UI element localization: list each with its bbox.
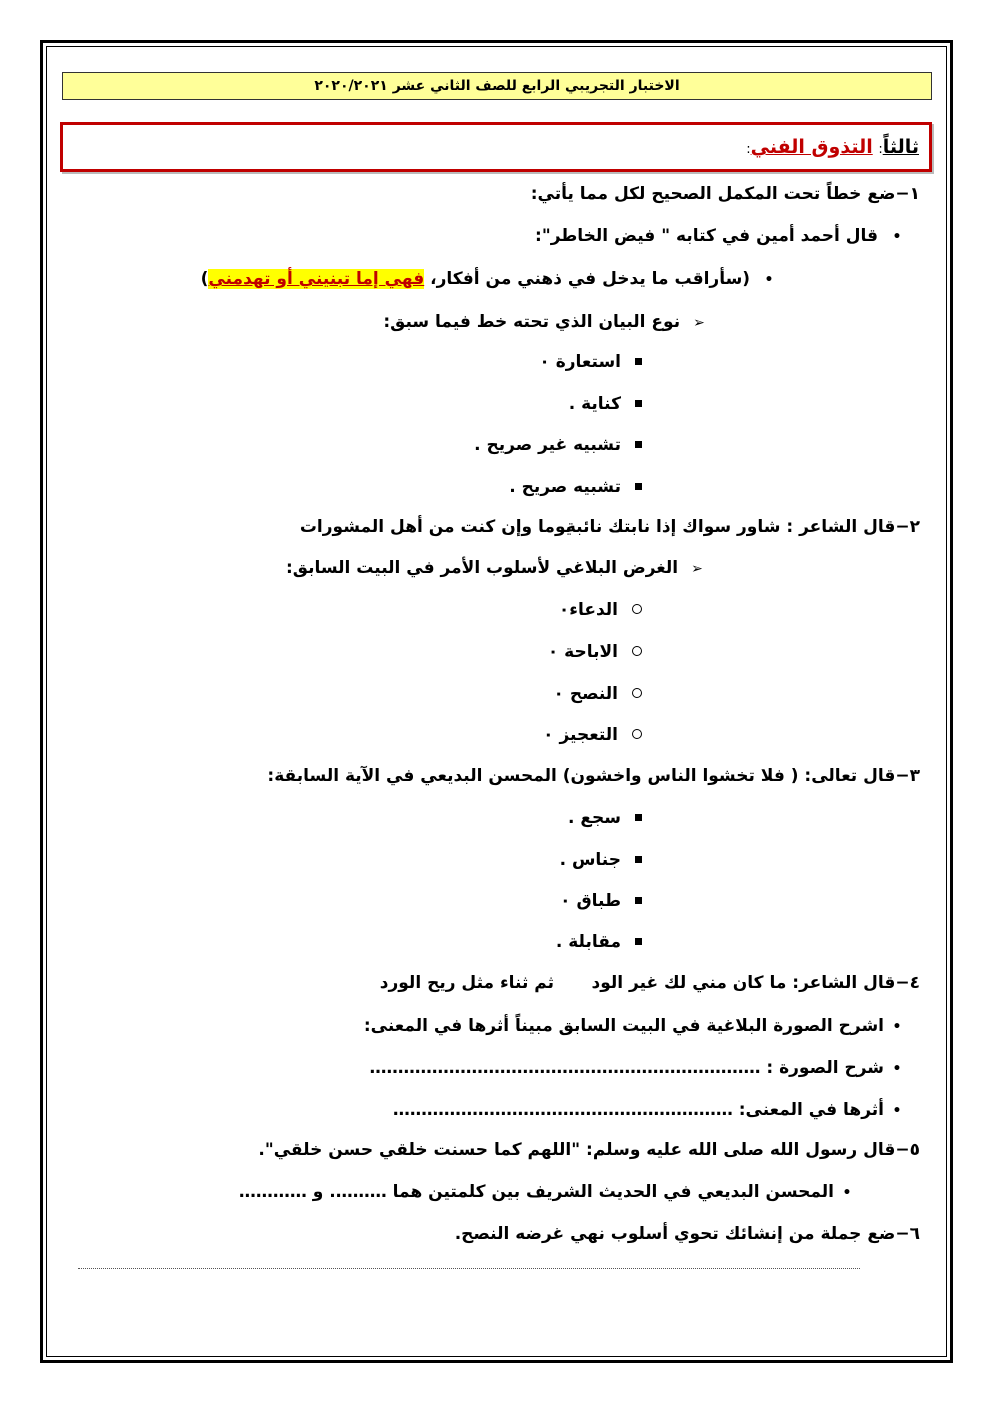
bullet-icon: • — [892, 1103, 902, 1119]
q1-intro: قال أحمد أمين في كتابه " فيض الخاطر": — [535, 226, 879, 246]
circle-bullet-icon — [632, 729, 642, 739]
q2-option[interactable] — [548, 640, 650, 664]
q2-prompt-item — [286, 556, 710, 581]
q4-item[interactable] — [393, 1098, 910, 1123]
bullet-icon: • — [764, 272, 774, 288]
q1-option[interactable] — [474, 433, 650, 457]
square-bullet-icon — [635, 897, 642, 904]
q2-option-label: الدعاء٠ — [558, 600, 618, 620]
section-colon: : — [878, 142, 883, 157]
square-bullet-icon — [635, 400, 642, 407]
q6-answer-line[interactable] — [78, 1266, 860, 1269]
q2-option[interactable] — [554, 682, 650, 706]
bullet-icon: • — [892, 1019, 902, 1035]
q1-intro-item — [535, 224, 910, 249]
bullet-icon: • — [842, 1185, 852, 1201]
q1-option[interactable] — [539, 350, 650, 374]
q4-item — [364, 1014, 910, 1039]
q3-option-label: مقابلة . — [555, 932, 621, 952]
q2-prompt: الغرض البلاغي لأسلوب الأمر في البيت السابق: — [285, 558, 679, 578]
q2-option-label: التعجيز ٠ — [543, 725, 618, 745]
circle-bullet-icon — [632, 646, 642, 656]
q1-option-label: تشبيه صريح . — [509, 477, 621, 497]
q3-option[interactable] — [556, 930, 650, 954]
q2-option-label: الاباحة ٠ — [547, 642, 618, 662]
q1-quote-item — [201, 267, 782, 292]
circle-bullet-icon — [632, 604, 642, 614]
q4-stem: ٤−قال الشاعر: ما كان مني لك غير الود — [591, 973, 920, 993]
q1-prompt-item — [383, 310, 712, 335]
q4-item[interactable] — [369, 1056, 910, 1081]
q2-stem-second: يوما وإن كنت من أهل المشورات — [299, 517, 572, 537]
q4-item-text: اشرح الصورة البلاغية في البيت السابق مبيناً أثرها في المعنى: — [363, 1016, 884, 1036]
q1-option[interactable] — [509, 475, 650, 499]
q1-quote-before: (سأراقب ما يدخل في ذهني من أفكار، — [424, 269, 751, 289]
q2-option[interactable] — [559, 598, 650, 622]
q3-option-label: جناس . — [559, 850, 621, 870]
exam-title: الاختبار التجريبي الرابع للصف الثاني عشر ٢٠٢٠/٢٠٢١ — [62, 72, 932, 100]
q3-stem: ٣−قال تعالى: ( فلا تخشوا الناس واخشون) المحسن البديعي في الآية السابقة: — [267, 766, 920, 786]
square-bullet-icon — [635, 358, 642, 365]
arrow-icon: ➢ — [693, 315, 705, 331]
q4-answer-explanation: شرح الصورة : …………………………………………………………… — [369, 1058, 884, 1078]
q5-stem: ٥−قال رسول الله صلى الله عليه وسلم: "اللهم كما حسنت خلقي حسن خلقي". — [258, 1140, 920, 1160]
q1-stem: ١−ضع خطاً تحت المكمل الصحيح لكل مما يأتي: — [530, 184, 920, 204]
square-bullet-icon — [635, 814, 642, 821]
section-heading — [60, 122, 932, 172]
q2-option[interactable] — [543, 723, 650, 747]
bullet-icon: • — [892, 229, 902, 245]
q3-option-label: طباق ٠ — [560, 891, 621, 911]
bullet-icon: • — [892, 1061, 902, 1077]
q1-quote-highlight: فهي إما تبنيني أو تهدمني — [208, 269, 425, 289]
section-end-colon: : — [746, 142, 751, 157]
square-bullet-icon — [635, 483, 642, 490]
q4-stem-second: ثم ثناء مثل ريح الورد — [379, 973, 554, 993]
q1-option-label: استعارة ٠ — [539, 352, 621, 372]
q3-option[interactable] — [568, 806, 650, 830]
q2-stem: ٢−قال الشاعر : شاور سواك إذا نابتك نائبة — [565, 517, 920, 537]
section-title: التذوق الفني — [750, 136, 873, 158]
q3-option-label: سجع . — [568, 808, 621, 828]
q5-answer: المحسن البديعي في الحديث الشريف بين كلمتين هما ………. و ………… — [238, 1182, 834, 1202]
q1-prompt: نوع البيان الذي تحته خط فيما سبق: — [383, 312, 681, 332]
q1-option[interactable] — [569, 392, 650, 416]
circle-bullet-icon — [632, 688, 642, 698]
q2-option-label: النصح ٠ — [553, 684, 618, 704]
q3-option[interactable] — [560, 889, 650, 913]
q1-option-label: كناية . — [568, 394, 621, 414]
q1-quote-after: ) — [200, 269, 209, 289]
square-bullet-icon — [635, 938, 642, 945]
q6-stem: ٦−ضع جملة من إنشائك تحوي أسلوب نهي غرضه النصح. — [454, 1224, 920, 1244]
section-number: ثالثاً — [882, 136, 919, 158]
q1-option-label: تشبيه غير صريح . — [474, 435, 621, 455]
arrow-icon: ➢ — [691, 561, 703, 577]
square-bullet-icon — [635, 441, 642, 448]
q5-item[interactable] — [239, 1180, 860, 1205]
square-bullet-icon — [635, 856, 642, 863]
q4-answer-effect: أثرها في المعنى: …………………………………………………… — [392, 1100, 884, 1120]
q3-option[interactable] — [560, 848, 650, 872]
